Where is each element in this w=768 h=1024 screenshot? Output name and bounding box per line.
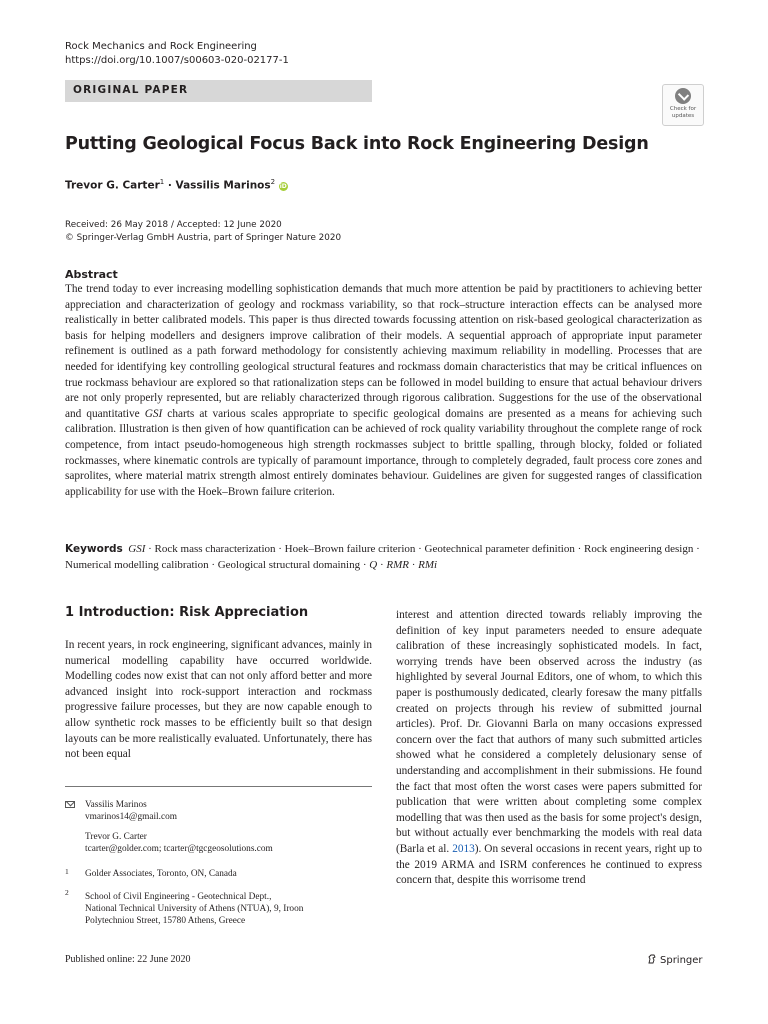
article-dates <box>65 219 341 245</box>
affiliation-number: 2 <box>65 888 69 897</box>
publisher-logo <box>647 954 703 966</box>
paper-title: Putting Geological Focus Back into Rock Engineering Design <box>65 134 649 154</box>
copyright-notice: © Springer-Verlag GmbH Austria, part of Springer Nature 2020 <box>65 233 342 243</box>
body-text-left-column: In recent years, in rock engineering, significant advances, mainly in numerical modelling capability have occurred worldwide. Modelling codes now exist that can not only afford better and more advanced insight into rock-support interaction and rockmass progressive failure processes, but they are now capable enough to allow synthetic rock masses to be efficiently built so that design layouts can be more realistically evaluated. Unfortunately, there has not been equal <box>65 639 372 761</box>
abstract-text-1: The trend today to ever increasing modelling sophistication demands that much more attention be paid by practitioners to achieving better appreciation and characterization of geology and rockmass variability, so that rock–structure interaction effects can be analysed more realistically in better calibrated models. This paper is thus directed towards focussing attention on risk-based geological characterization as basis for helping modellers and designers improve calibration of their models. A sequential approach of appropriate input parameter refinement is outlined as a path forward methodology for consistently achieving maximum reliability in modelling. Processes that are needed for identifying key controlling geological structural features and rockmass domain characteristics that may be critical influences on true rockmass behaviour are explored so that rationalization steps can be followed in model building to ensure that actual behaviour drivers are not only properly represented, but are reliably characterized through rigorous calibration. Suggestions for the use of the observational and quantitative <box>65 283 702 420</box>
affiliation-line: Polytechniou Street, 15780 Athens, Greece <box>85 916 246 926</box>
corresponding-author-2 <box>85 831 273 855</box>
abstract-body <box>65 282 702 500</box>
keywords-block <box>65 542 702 573</box>
citation-link[interactable]: 2013 <box>452 842 475 855</box>
published-online-date: Published online: 22 June 2020 <box>65 954 191 965</box>
doi-link[interactable]: https://doi.org/10.1007/s00603-020-02177-1 <box>65 55 289 66</box>
keyword-separator: · <box>377 558 387 571</box>
abstract-gsi-term: GSI <box>144 407 163 420</box>
affiliation-1: Golder Associates, Toronto, ON, Canada <box>85 869 237 879</box>
contact-name: Vassilis Marinos <box>85 800 147 810</box>
corresponding-author-1 <box>85 799 177 823</box>
contact-name: Trevor G. Carter <box>85 832 147 842</box>
received-accepted-dates: Received: 26 May 2018 / Accepted: 12 June 2020 <box>65 220 282 230</box>
footnote-divider <box>65 786 372 787</box>
author-affiliation-mark: 2 <box>270 178 276 186</box>
affiliation-number: 1 <box>65 867 69 876</box>
author-affiliation-mark: 1 <box>159 178 165 186</box>
author-name: Vassilis Marinos <box>175 179 271 192</box>
envelope-icon <box>65 801 75 808</box>
affiliation-2 <box>85 891 303 927</box>
section-heading: 1 Introduction: Risk Appreciation <box>65 605 309 620</box>
author-list: Trevor G. Carter$^1$ · Vassilis Marinos$^2$ iD <box>65 178 287 192</box>
journal-header <box>65 40 289 68</box>
check-updates-icon <box>675 88 691 104</box>
body-text-right-column <box>396 608 702 889</box>
right-text-2: ). On several occasions in recent years, right up to the 2019 ARMA and ISRM conferences he continued to express concern that, despite this worrisome trend <box>396 842 702 887</box>
check-updates-label: Check for updates <box>669 106 697 119</box>
keyword-rmi: RMi <box>418 558 438 571</box>
keyword-separator: · <box>408 558 419 571</box>
orcid-icon[interactable]: iD <box>279 182 287 190</box>
article-type-band <box>65 80 372 102</box>
contact-email[interactable]: vmarinos14@gmail.com <box>85 812 177 822</box>
article-type-label: ORIGINAL PAPER <box>73 84 189 96</box>
springer-horse-icon <box>647 954 657 964</box>
check-for-updates-badge[interactable] <box>662 84 704 126</box>
keyword-gsi: GSI <box>128 543 146 555</box>
publisher-name: Springer <box>660 955 703 966</box>
abstract-text-2: charts at various scales appropriate to specific geological domains are presented as a means for achieving such calibration. Illustration is then given of how quantification can be achieved of rock quality variability throughout the complete range of rock competence, from intact pseudo-homogeneous high strength rockmasses subject to brittle spalling, through blocky, folded or foliated rockmasses, where kinematic controls are typically of paramount importance, through to completely degraded, fault process core zones and saprolites, where material matrix strength almost entirely dominates behaviour. Guidelines are given for suggested ranges of classification applicability for use with the Hoek–Brown failure criterion. <box>65 407 702 498</box>
keyword-rmr: RMR <box>386 558 409 571</box>
journal-name: Rock Mechanics and Rock Engineering <box>65 41 257 52</box>
keyword-q: Q <box>369 558 378 571</box>
affiliation-line: National Technical University of Athens (NTUA), 9, Iroon <box>85 904 304 914</box>
author-name: Trevor G. Carter <box>65 179 160 192</box>
keywords-list: · Rock mass characterization · Hoek–Brown failure criterion · Geotechnical parameter definition · Rock engineering design · Numerical modelling calibration · Geological structural domaining · <box>65 543 700 571</box>
right-text-1: interest and attention directed towards reliably improving the definition of key input parameters needed to ensure adequate calibration of these increasingly sophisticated models. In fact, worrying trends have been observed across the industry (as highlighted by several Journal Editors, one of whom, to which this paper is posthumously dedicated, clearly foresaw the many pitfalls created on projects through his review of submitted journal articles). Prof. Dr. Giovanni Barla on many occasions expressed concern over the fact that authors of many such submitted articles showed what he considered a completely delusionary sense of understanding and accomplishment in their submissions. He found the fact that most often the worst cases were papers submitted for publication that were written about completing some complex modelling that was then used as the basis for some project's design, but without actually ever benchmarking the models with real data (Barla et al. <box>396 609 702 855</box>
keywords-heading: Keywords <box>65 543 123 555</box>
affiliation-line: School of Civil Engineering - Geotechnical Dept., <box>85 892 272 902</box>
contact-email[interactable]: tcarter@golder.com; tcarter@tgcgeosolutions.com <box>85 844 273 854</box>
abstract-heading: Abstract <box>65 268 118 281</box>
